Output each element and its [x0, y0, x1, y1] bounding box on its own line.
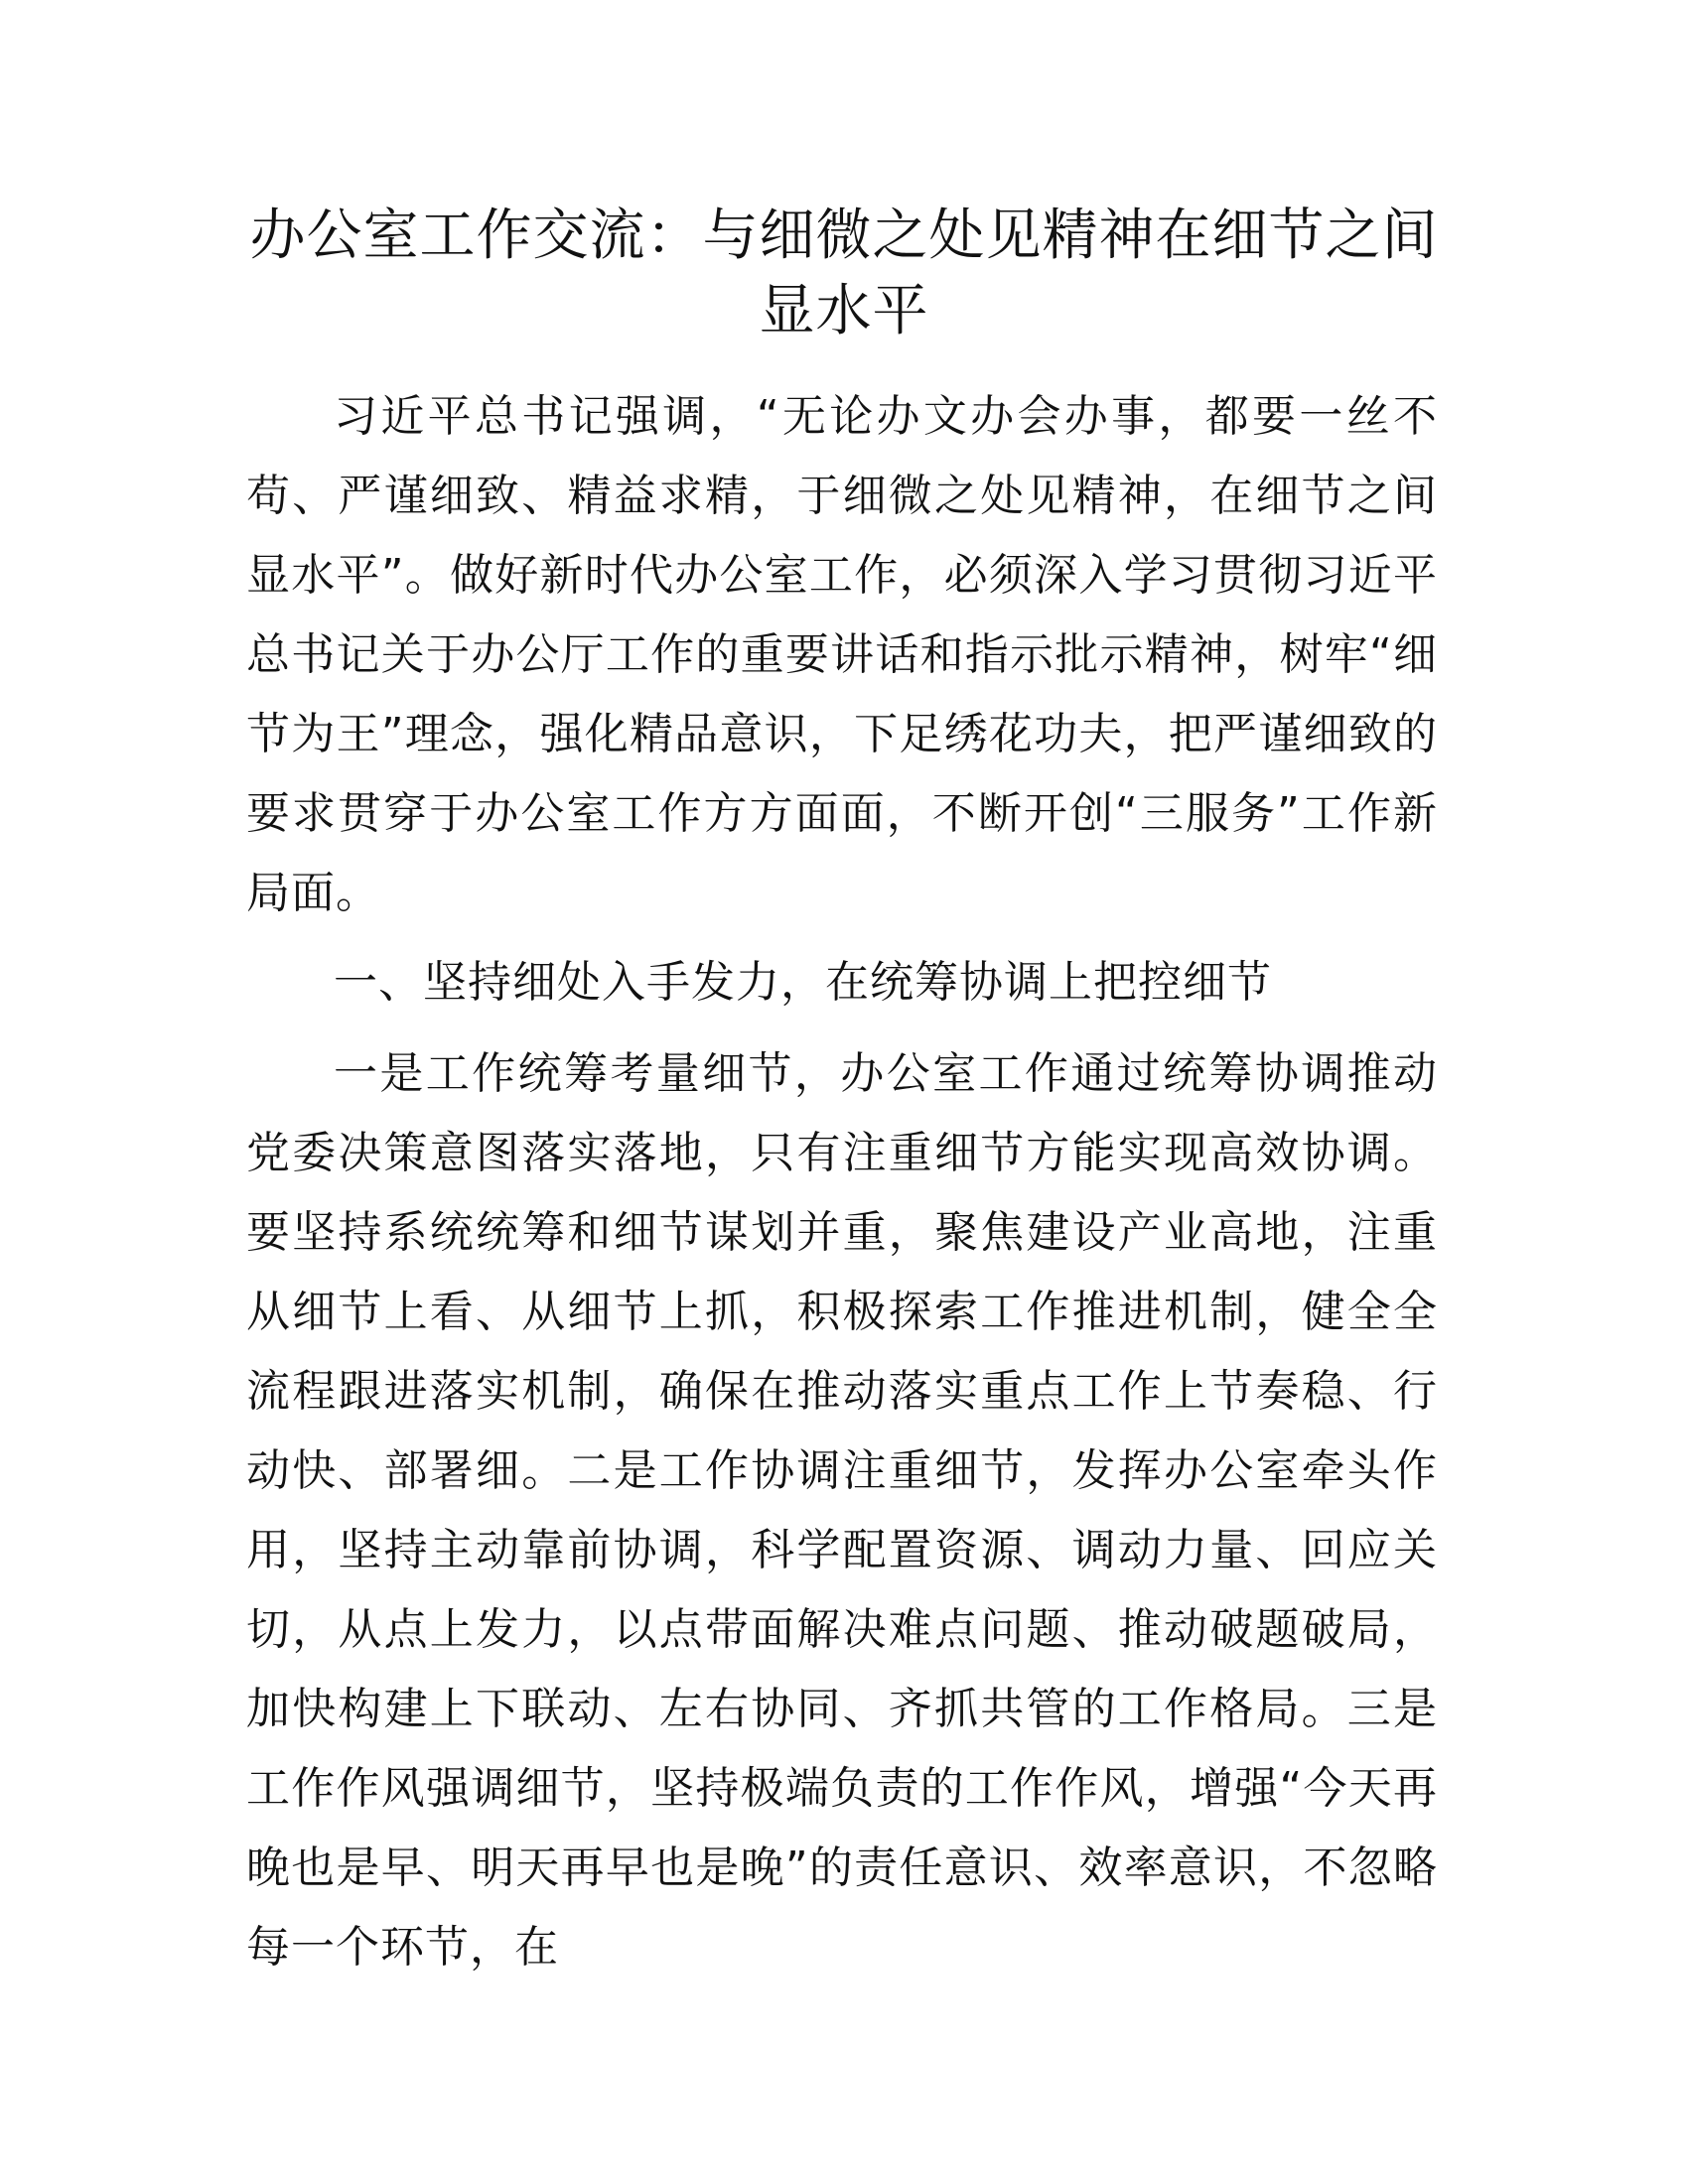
section-paragraph: 一是工作统筹考量细节，办公室工作通过统筹协调推动党委决策意图落实落地，只有注重细节方能实现高效协调。要坚持系统统筹和细节谋划并重，聚焦建设产业高地，注重从细节上看、从细节上抓，积极探索工作推进机制，健全全流程跟进落实机制，确保在推动落实重点工作上节奏稳、行动快、部署细。二是工作协调注重细节，发挥办公室牵头作用，坚持主动靠前协调，科学配置资源、调动力量、回应关切，从点上发力，以点带面解决难点问题、推动破题破局，加快构建上下联动、左右协同、齐抓共管的工作格局。三是工作作风强调细节，坚持极端负责的工作作风，增强“今天再晚也是早、明天再早也是晚”的责任意识、效率意识，不忽略每一个环节，在 — [246, 1048, 1438, 1973]
section-heading: 一、坚持细处入手发力，在统筹协调上把控细节 — [334, 957, 1272, 1008]
document-title: 办公室工作交流：与细微之处见精神在细节之间显水平 — [249, 204, 1439, 343]
intro-paragraph: 习近平总书记强调，“无论办文办会办事，都要一丝不苟、严谨细致、精益求精，于细微之处见精神，在细节之间显水平”。做好新时代办公室工作，必须深入学习贯彻习近平总书记关于办公厅工作的重要讲话和指示批示精神，树牢“细节为王”理念，强化精品意识，下足绣花功夫，把严谨细致的要求贯穿于办公室工作方方面面，不断开创“三服务”工作新局面。 — [246, 391, 1438, 918]
document-body — [246, 377, 1438, 1987]
